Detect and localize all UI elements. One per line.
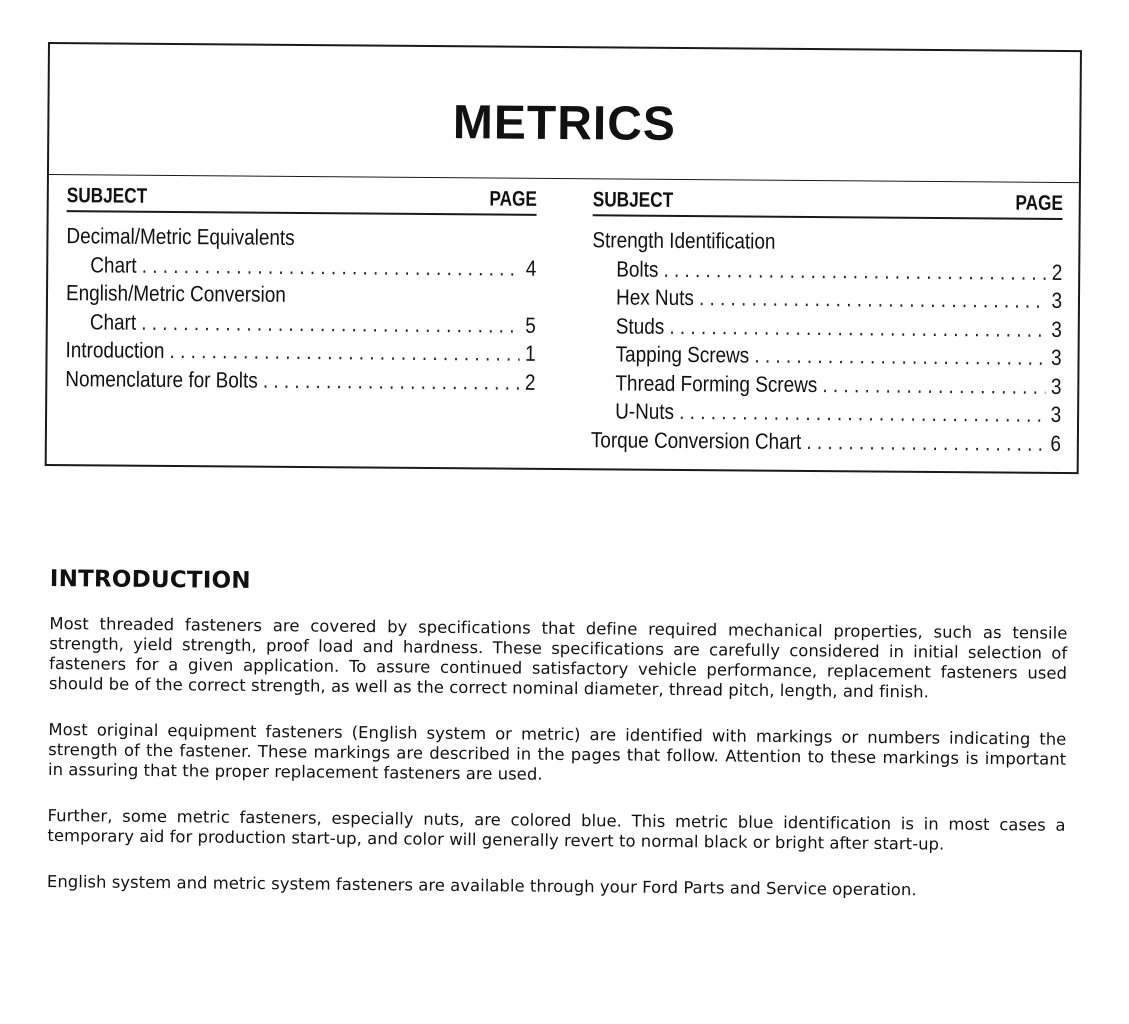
introduction-paragraph: English system and metric system fasteners are available through your Ford Parts and Service operation.	[46, 871, 917, 900]
toc-entry-page: 2	[1051, 259, 1063, 285]
toc-entry-label: Torque Conversion Chart	[590, 426, 802, 454]
introduction-paragraph: Further, some metric fasteners, especially nuts, are colored blue. This metric blue identification is in most cases a temporary aid for production start-up, and color will generally revert to normal black or bright after start-up.	[47, 805, 1066, 854]
toc-right-header	[593, 188, 1063, 220]
dot-leader	[169, 337, 520, 368]
toc-entry-page: 3	[1051, 344, 1062, 370]
toc-entry-label: Strength Identification	[592, 227, 776, 254]
dot-leader	[699, 284, 1047, 315]
toc-entry-label: Hex Nuts	[615, 284, 695, 311]
introduction-paragraph: Most original equipment fasteners (English system or metric) are identified with markings or numbers indicating the strength of the fastener. These markings are described in the pages that follow. Attention to these markings is important in assuring that the proper replacement fasteners are used.	[47, 719, 1067, 784]
toc-entry	[592, 312, 1062, 344]
toc-entry	[592, 283, 1062, 315]
toc-entry-label: English/Metric Conversion	[65, 280, 286, 307]
toc-entry-label: Chart	[90, 251, 137, 278]
toc-left-column	[65, 184, 537, 397]
table-of-contents-box	[45, 42, 1082, 474]
dot-leader	[822, 371, 1045, 401]
toc-entry-page: 2	[524, 369, 536, 395]
subject-header: SUBJECT	[592, 188, 674, 212]
toc-entry	[591, 369, 1061, 401]
page-header: PAGE	[489, 187, 538, 211]
dot-leader	[679, 398, 1045, 429]
subject-header: SUBJECT	[66, 184, 148, 208]
toc-entry-label: Thread Forming Screws	[615, 369, 818, 397]
toc-entry	[66, 251, 536, 283]
dot-leader	[663, 255, 1046, 287]
toc-right-column	[591, 188, 1063, 458]
introduction-paragraph: Most threaded fasteners are covered by specifications that define required mechanical properties, such as tensile strength, yield strength, proof load and hardness. These specifications are carefully considered in initial selection of fasteners for a given application. To assure continued satisfactory vehicle performance, replacement fasteners used should be of the correct strength, as well as the correct nominal diameter, thread pitch, length, and finish.	[48, 613, 1068, 702]
toc-entry	[591, 397, 1061, 429]
toc-entry	[592, 226, 1062, 258]
toc-entry-label: Tapping Screws	[615, 341, 750, 368]
page-title: METRICS	[452, 96, 677, 151]
toc-entry-page: 1	[525, 340, 536, 366]
toc-entry-label: Decimal/Metric Equivalents	[66, 223, 295, 250]
toc-entry-page: 4	[525, 255, 537, 281]
toc-entry	[66, 279, 536, 311]
toc-entry-label: Studs	[615, 312, 665, 339]
dot-leader	[142, 251, 521, 282]
toc-entry	[66, 308, 536, 340]
toc-entry	[66, 222, 536, 254]
dot-leader	[806, 427, 1045, 457]
dot-leader	[263, 366, 520, 397]
toc-entry	[591, 426, 1061, 458]
toc-entry-label: U-Nuts	[615, 398, 675, 424]
introduction-heading: INTRODUCTION	[49, 566, 251, 594]
toc-entry-page: 3	[1050, 401, 1062, 427]
toc-entry-label: Introduction	[65, 337, 165, 363]
toc-entry	[592, 255, 1062, 287]
toc-entry	[65, 365, 535, 397]
title-divider	[49, 174, 1079, 183]
toc-entry-page: 6	[1050, 430, 1062, 456]
toc-entry-page: 3	[1051, 316, 1062, 342]
introduction-section	[47, 566, 1068, 928]
dot-leader	[141, 308, 520, 339]
toc-entry-label: Bolts	[616, 255, 659, 282]
toc-entry-page: 3	[1051, 287, 1063, 313]
toc-entry-label: Nomenclature for Bolts	[65, 365, 258, 393]
page-header: PAGE	[1015, 191, 1064, 215]
toc-entry	[591, 340, 1061, 372]
dot-leader	[669, 312, 1046, 343]
toc-entry-page: 5	[525, 312, 536, 338]
toc-entry	[65, 336, 535, 368]
toc-entry-page: 3	[1050, 373, 1062, 399]
toc-entry-label: Chart	[89, 308, 137, 335]
toc-left-header	[67, 184, 537, 216]
dot-leader	[754, 342, 1046, 373]
